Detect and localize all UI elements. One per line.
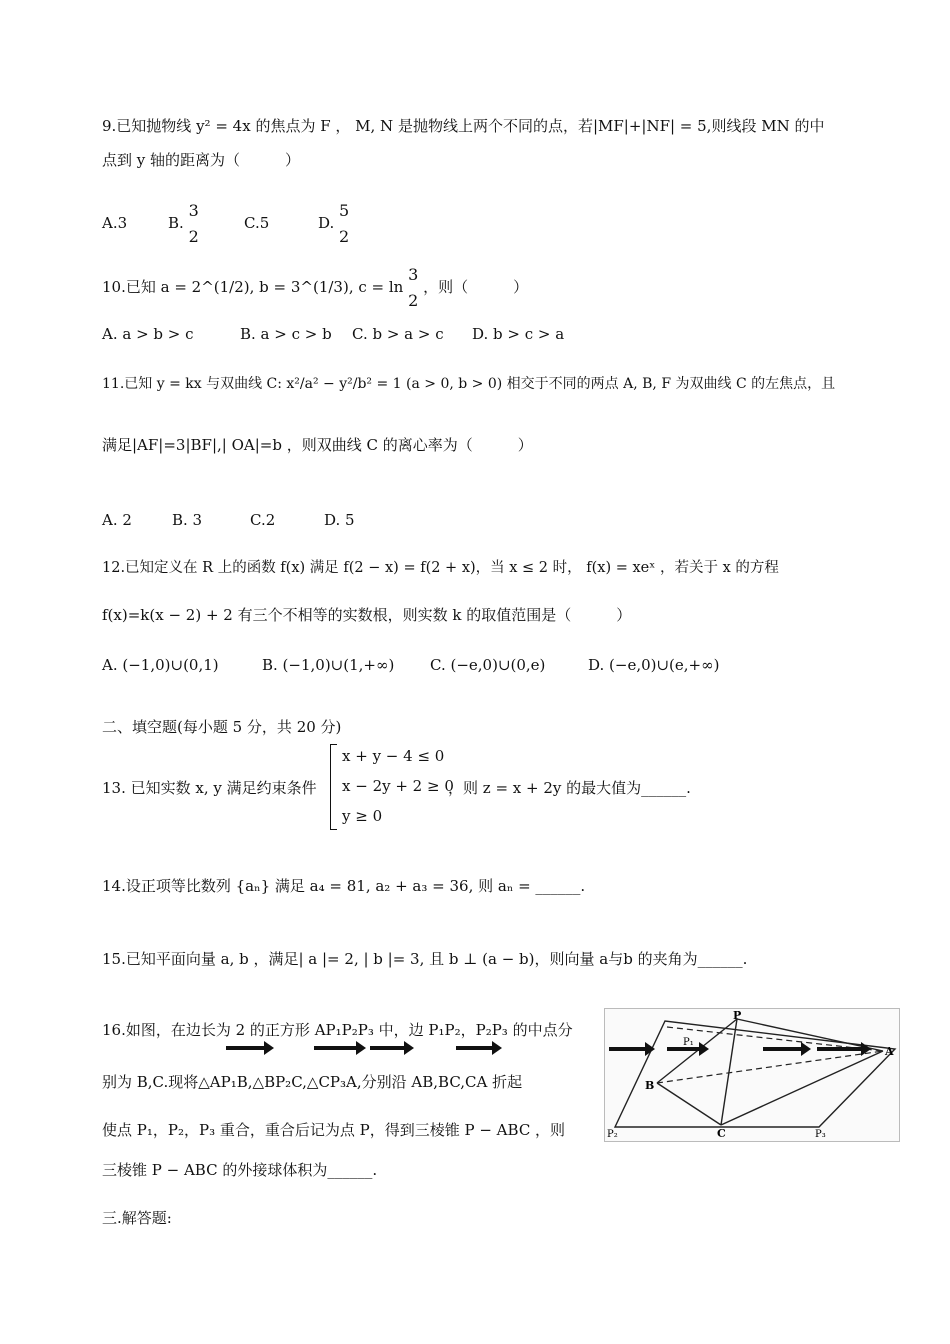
q9-line1: 9.已知抛物线 y² = 4x 的焦点为 F ， M, N 是抛物线上两个不同的点，若|MF|+|NF| = 5,则线段 MN 的中 (102, 117, 825, 135)
q16-vector-arrow-3 (370, 1046, 406, 1050)
overlay-arrow-2-head (699, 1042, 709, 1056)
q10-option-d: D. b > c > a (472, 325, 565, 343)
q9-option-b-denominator: 2 (188, 227, 199, 246)
label-b: B (645, 1079, 655, 1092)
q12-option-d: D. (−e,0)∪(e,+∞) (588, 656, 720, 674)
q9-option-b (168, 198, 199, 250)
q16-vector-arrow-2 (314, 1046, 358, 1050)
q10-fraction-numerator: 3 (408, 265, 419, 284)
q12-option-c: C. (−e,0)∪(0,e) (430, 656, 546, 674)
edge-ca (721, 1051, 883, 1125)
q9-option-b-numerator: 3 (188, 201, 199, 220)
q13-constraint-1: x + y − 4 ≤ 0 (342, 747, 445, 765)
q15-line: 15.已知平面向量 a, b ，满足| a |= 2, | b |= 3, 且 b ⊥ (a − b)，则向量 a与b 的夹角为______. (102, 950, 748, 968)
q11-option-b: B. 3 (172, 511, 203, 529)
q13-constraint-3: y ≥ 0 (342, 807, 383, 825)
section-2-heading: 二、填空题(每小题 5 分，共 20 分) (102, 718, 342, 736)
label-a: A (885, 1045, 894, 1058)
label-p: P (733, 1009, 742, 1022)
square-outline (615, 1021, 895, 1127)
q11-line1: 11.已知 y = kx 与双曲线 C: x²/a² − y²/b² = 1 (a > 0, b > 0) 相交于不同的两点 A, B, F 为双曲线 C 的左焦点，且 (102, 376, 836, 392)
q14-line: 14.设正项等比数列 {aₙ} 满足 a₄ = 81, a₂ + a₃ = 36, 则 aₙ = ______. (102, 877, 586, 895)
label-c: C (717, 1127, 726, 1140)
q9-option-d-denominator: 2 (339, 227, 350, 246)
q10-option-c: C. b > a > c (352, 325, 444, 343)
q9-option-d-numerator: 5 (339, 201, 350, 220)
q9-option-a: A.3 (102, 214, 128, 232)
q9-option-b-label: B. (168, 214, 184, 232)
q10-line (102, 262, 528, 314)
q9-option-d-label: D. (318, 214, 335, 232)
q10-option-b: B. a > c > b (240, 325, 332, 343)
section-3-heading: 三.解答题: (102, 1209, 172, 1227)
q10-prefix: 10.已知 a = 2^(1/2), b = 3^(1/3), c = ln (102, 278, 404, 296)
q11-line2: 满足|AF|=3|BF|,| OA|=b ，则双曲线 C 的离心率为（ ） (102, 436, 533, 454)
q10-suffix: ，则（ ） (423, 278, 529, 296)
q13-constraint-2: x − 2y + 2 ≥ 0 (342, 777, 454, 795)
q12-line2: f(x)=k(x − 2) + 2 有三个不相等的实数根，则实数 k 的取值范围是（ ） (102, 606, 632, 624)
q16-line4: 三棱锥 P − ABC 的外接球体积为______. (102, 1161, 378, 1179)
q16-line1: 16.如图，在边长为 2 的正方形 AP₁P₂P₃ 中，边 P₁P₂，P₂P₃ 的中点分 (102, 1021, 573, 1039)
q16-line3: 使点 P₁，P₂，P₃ 重合，重合后记为点 P，得到三棱锥 P − ABC ，则 (102, 1121, 566, 1139)
q9-line2: 点到 y 轴的距离为（ ） (102, 151, 301, 169)
q9-option-d-fraction (339, 198, 349, 250)
q12-line1: 12.已知定义在 R 上的函数 f(x) 满足 f(2 − x) = f(2 + x)，当 x ≤ 2 时， f(x) = xeˣ ，若关于 x 的方程 (102, 560, 779, 576)
q16-vector-arrow-1 (226, 1046, 266, 1050)
q12-option-a: A. (−1,0)∪(0,1) (102, 656, 219, 674)
edge-pc (721, 1019, 737, 1125)
label-p3: P₃ (815, 1129, 826, 1140)
overlay-arrow-3-head (801, 1042, 811, 1056)
q10-option-a: A. a > b > c (102, 325, 194, 343)
q11-option-d: D. 5 (324, 511, 355, 529)
q16-figure (604, 1008, 900, 1142)
q11-option-a: A. 2 (102, 511, 132, 529)
q9-option-d (318, 198, 349, 250)
q16-line2: 别为 B,C.现将△AP₁B,△BP₂C,△CP₃A,分别沿 AB,BC,CA 折起 (102, 1073, 523, 1091)
label-p1: P₁ (683, 1037, 694, 1048)
q10-fraction (408, 262, 418, 314)
q12-option-b: B. (−1,0)∪(1,+∞) (262, 656, 395, 674)
q16-vector-arrow-4 (456, 1046, 494, 1050)
pyramid-diagram (605, 1009, 899, 1141)
edge-bc (657, 1083, 721, 1125)
q9-option-c: C.5 (244, 214, 270, 232)
q10-fraction-denominator: 2 (408, 291, 419, 310)
q13-brace (330, 744, 337, 830)
q13-suffix: ，则 z = x + 2y 的最大值为______. (448, 779, 691, 797)
q11-option-c: C.2 (250, 511, 276, 529)
q9-option-b-fraction (189, 198, 199, 250)
q13-prefix: 13. 已知实数 x, y 满足约束条件 (102, 779, 317, 797)
label-p2: P₂ (607, 1129, 618, 1140)
